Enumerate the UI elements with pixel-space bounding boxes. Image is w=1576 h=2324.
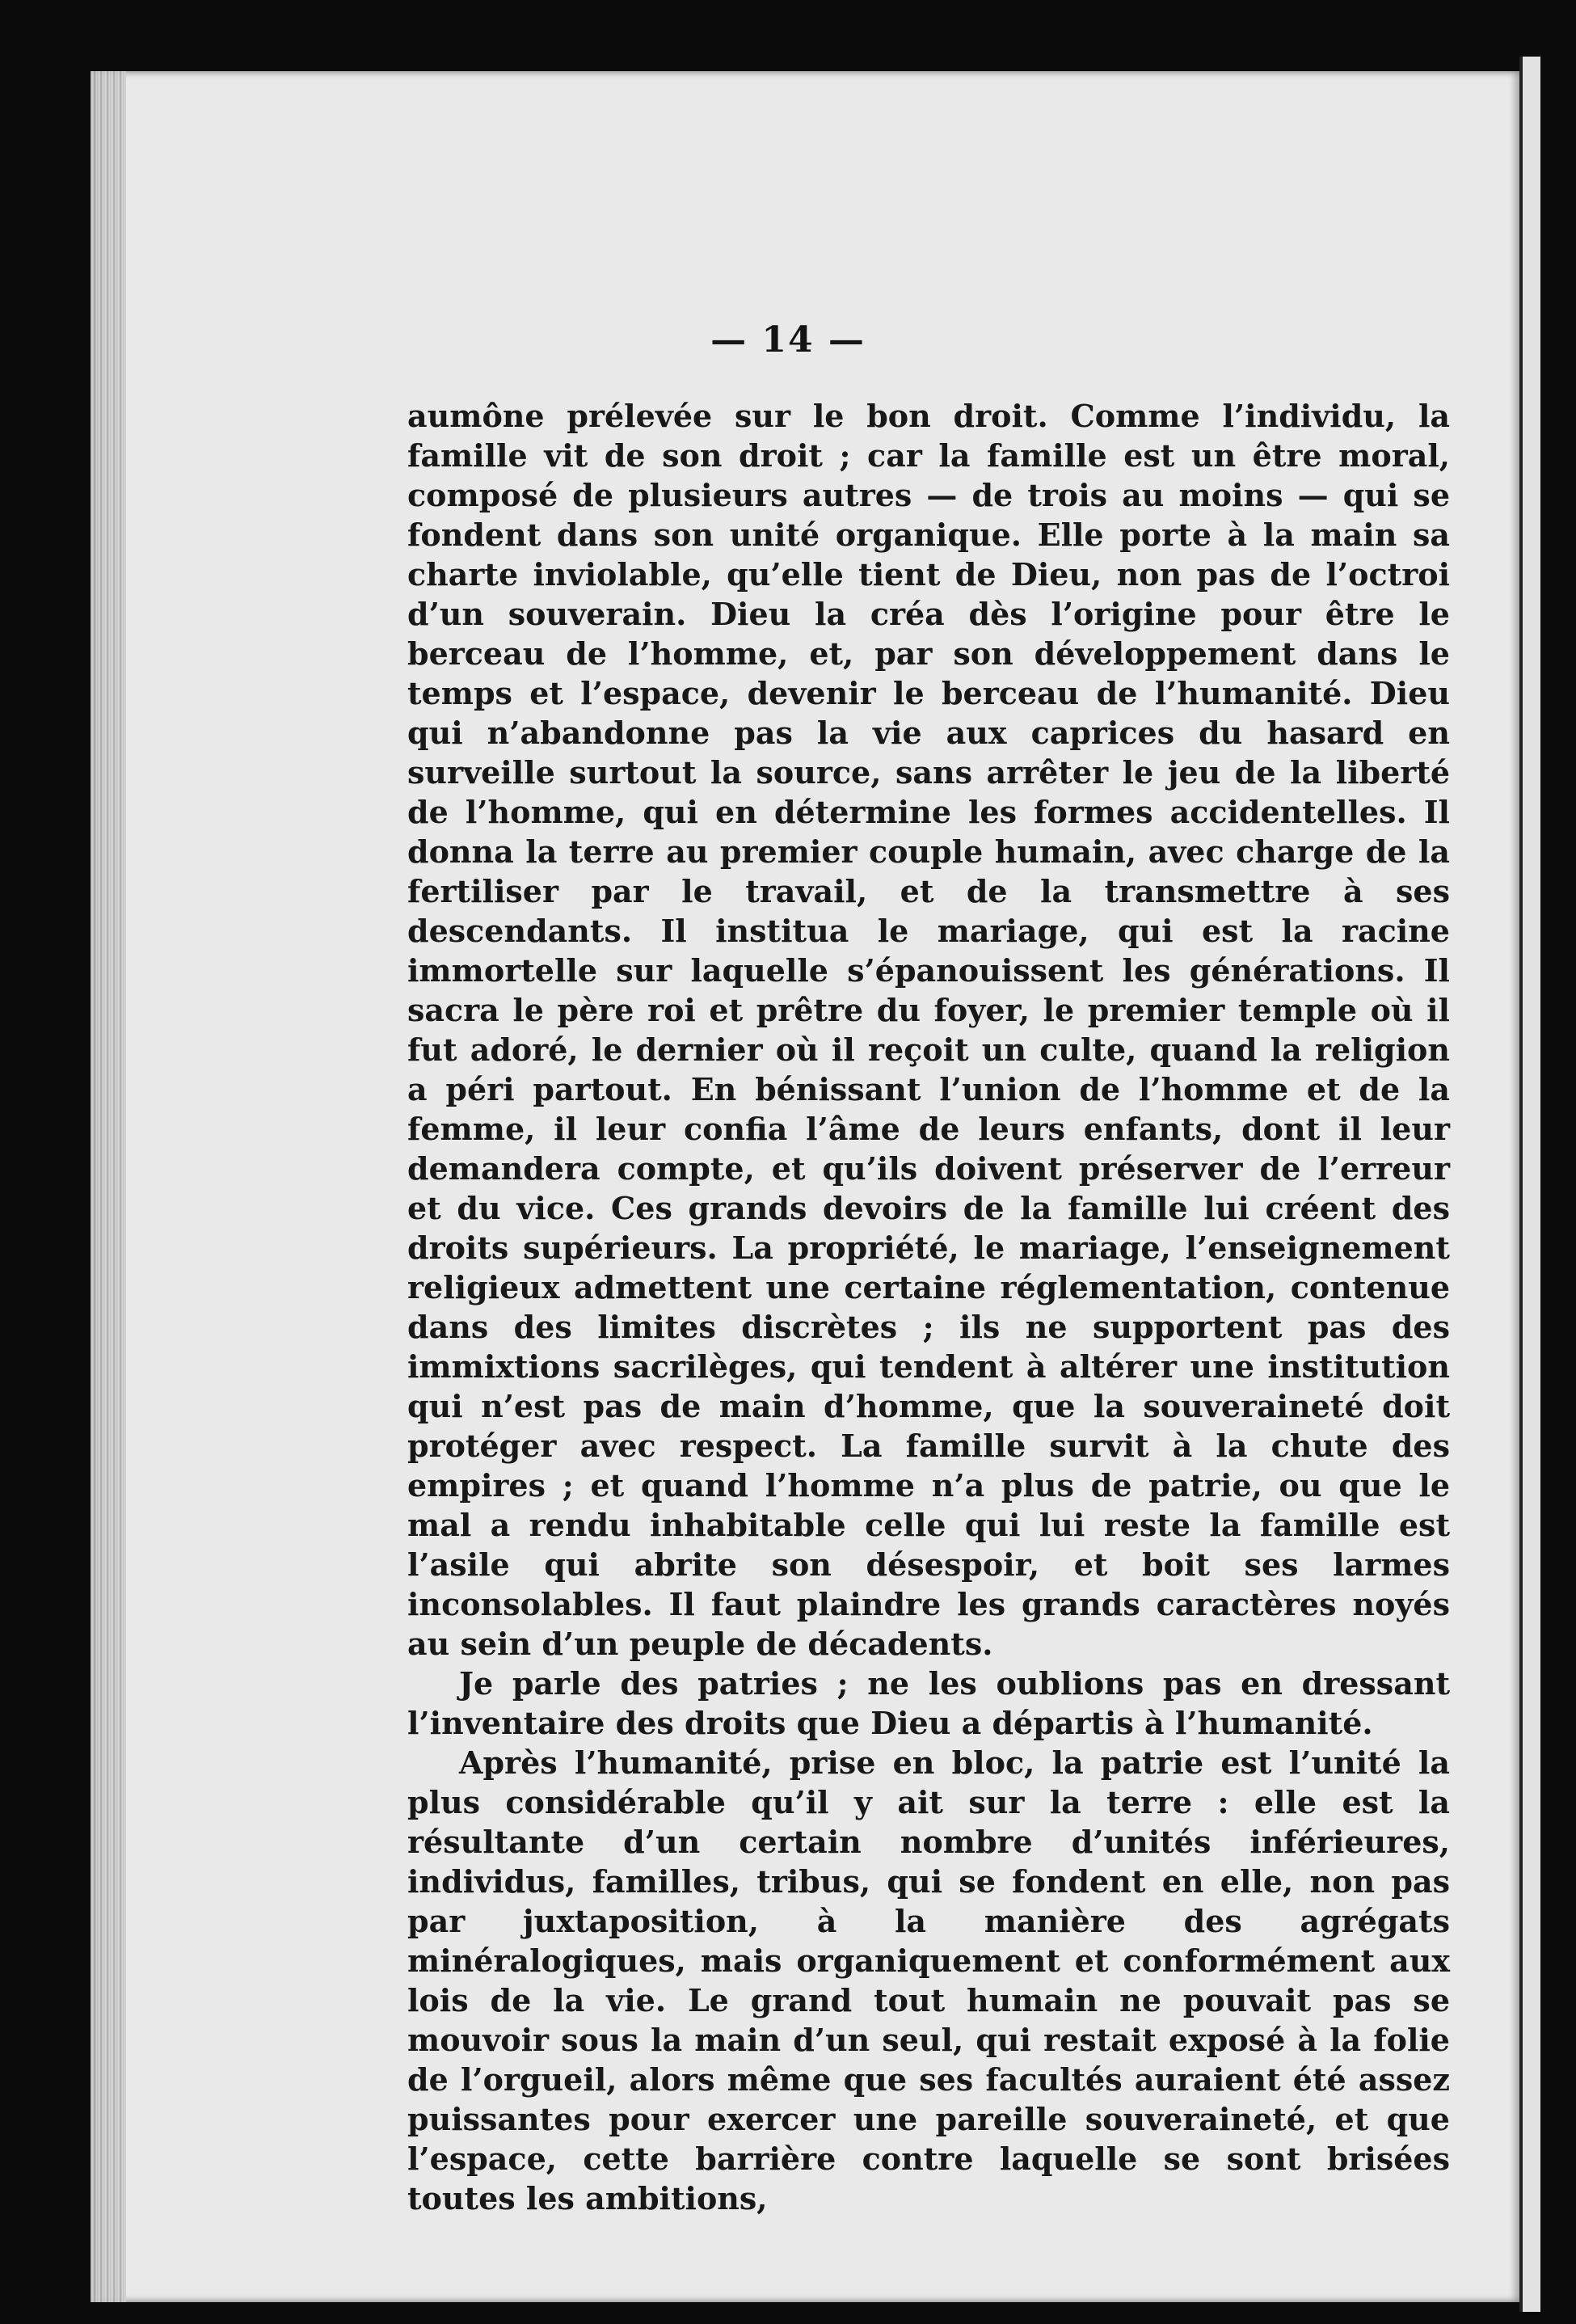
page-binding-edge <box>91 71 126 2302</box>
body-text <box>407 396 1450 2218</box>
paragraph-1: aumône prélevée sur le bon droit. Comme l’individu, la famille vit de son droit ; car la famille est un être moral, composé de plusieurs autres — de trois au moins — qui se fondent dans son unité organique. Elle porte à la main sa charte inviolable, qu’elle tient de Dieu, non pas de l’octroi d’un souverain. Dieu la créa dès l’origine pour être le berceau de l’homme, et, par son développement dans le temps et l’espace, devenir le berceau de l’humanité. Dieu qui n’abandonne pas la vie aux caprices du hasard en surveille surtout la source, sans arrêter le jeu de la liberté de l’homme, qui en détermine les formes accidentelles. Il donna la terre au premier couple humain, avec charge de la fertiliser par le travail, et de la transmettre à ses descendants. Il institua le mariage, qui est la racine immortelle sur laquelle s’épanouissent les générations. Il sacra le père roi et prêtre du foyer, le premier temple où il fut adoré, le dernier où il reçoit un culte, quand la religion a péri partout. En bénissant l’union de l’homme et de la femme, il leur confia l’âme de leurs enfants, dont il leur demandera compte, et qu’ils doivent préserver de l’erreur et du vice. Ces grands devoirs de la famille lui créent des droits supérieurs. La propriété, le mariage, l’enseignement religieux admettent une certaine réglementation, contenue dans des limites discrètes ; ils ne supportent pas des immixtions sacrilèges, qui tendent à altérer une institution qui n’est pas de main d’homme, que la souveraineté doit protéger avec respect. La famille survit à la chute des empires ; et quand l’homme n’a plus de patrie, ou que le mal a rendu inhabitable celle qui lui reste la famille est l’asile qui abrite son désespoir, et boit ses larmes inconsolables. Il faut plaindre les grands caractères noyés au sein d’un peuple de décadents. <box>407 398 1450 1662</box>
page-number: — 14 — <box>710 319 866 361</box>
paragraph-3: Après l’humanité, prise en bloc, la patrie est l’unité la plus considérable qu’il y ait sur la terre : elle est la résultante d’un certain nombre d’unités inférieures, individus, familles, tribus, qui se fondent en elle, non pas par juxtaposition, à la manière des agrégats minéralogiques, mais organiquement et conformément aux lois de la vie. Le grand tout humain ne pouvait pas se mouvoir sous la main d’un seul, qui restait exposé à la folie de l’orgueil, alors même que ses facultés auraient été assez puissantes pour exercer une pareille souveraineté, et que l’espace, cette barrière contre laquelle se sont brisées toutes les ambitions, <box>407 1744 1450 2216</box>
paragraph-2: Je parle des patries ; ne les oublions pas en dressant l’inventaire des droits que Dieu a départis à l’humanité. <box>407 1665 1450 1741</box>
page-right-edge <box>1519 57 1540 2312</box>
